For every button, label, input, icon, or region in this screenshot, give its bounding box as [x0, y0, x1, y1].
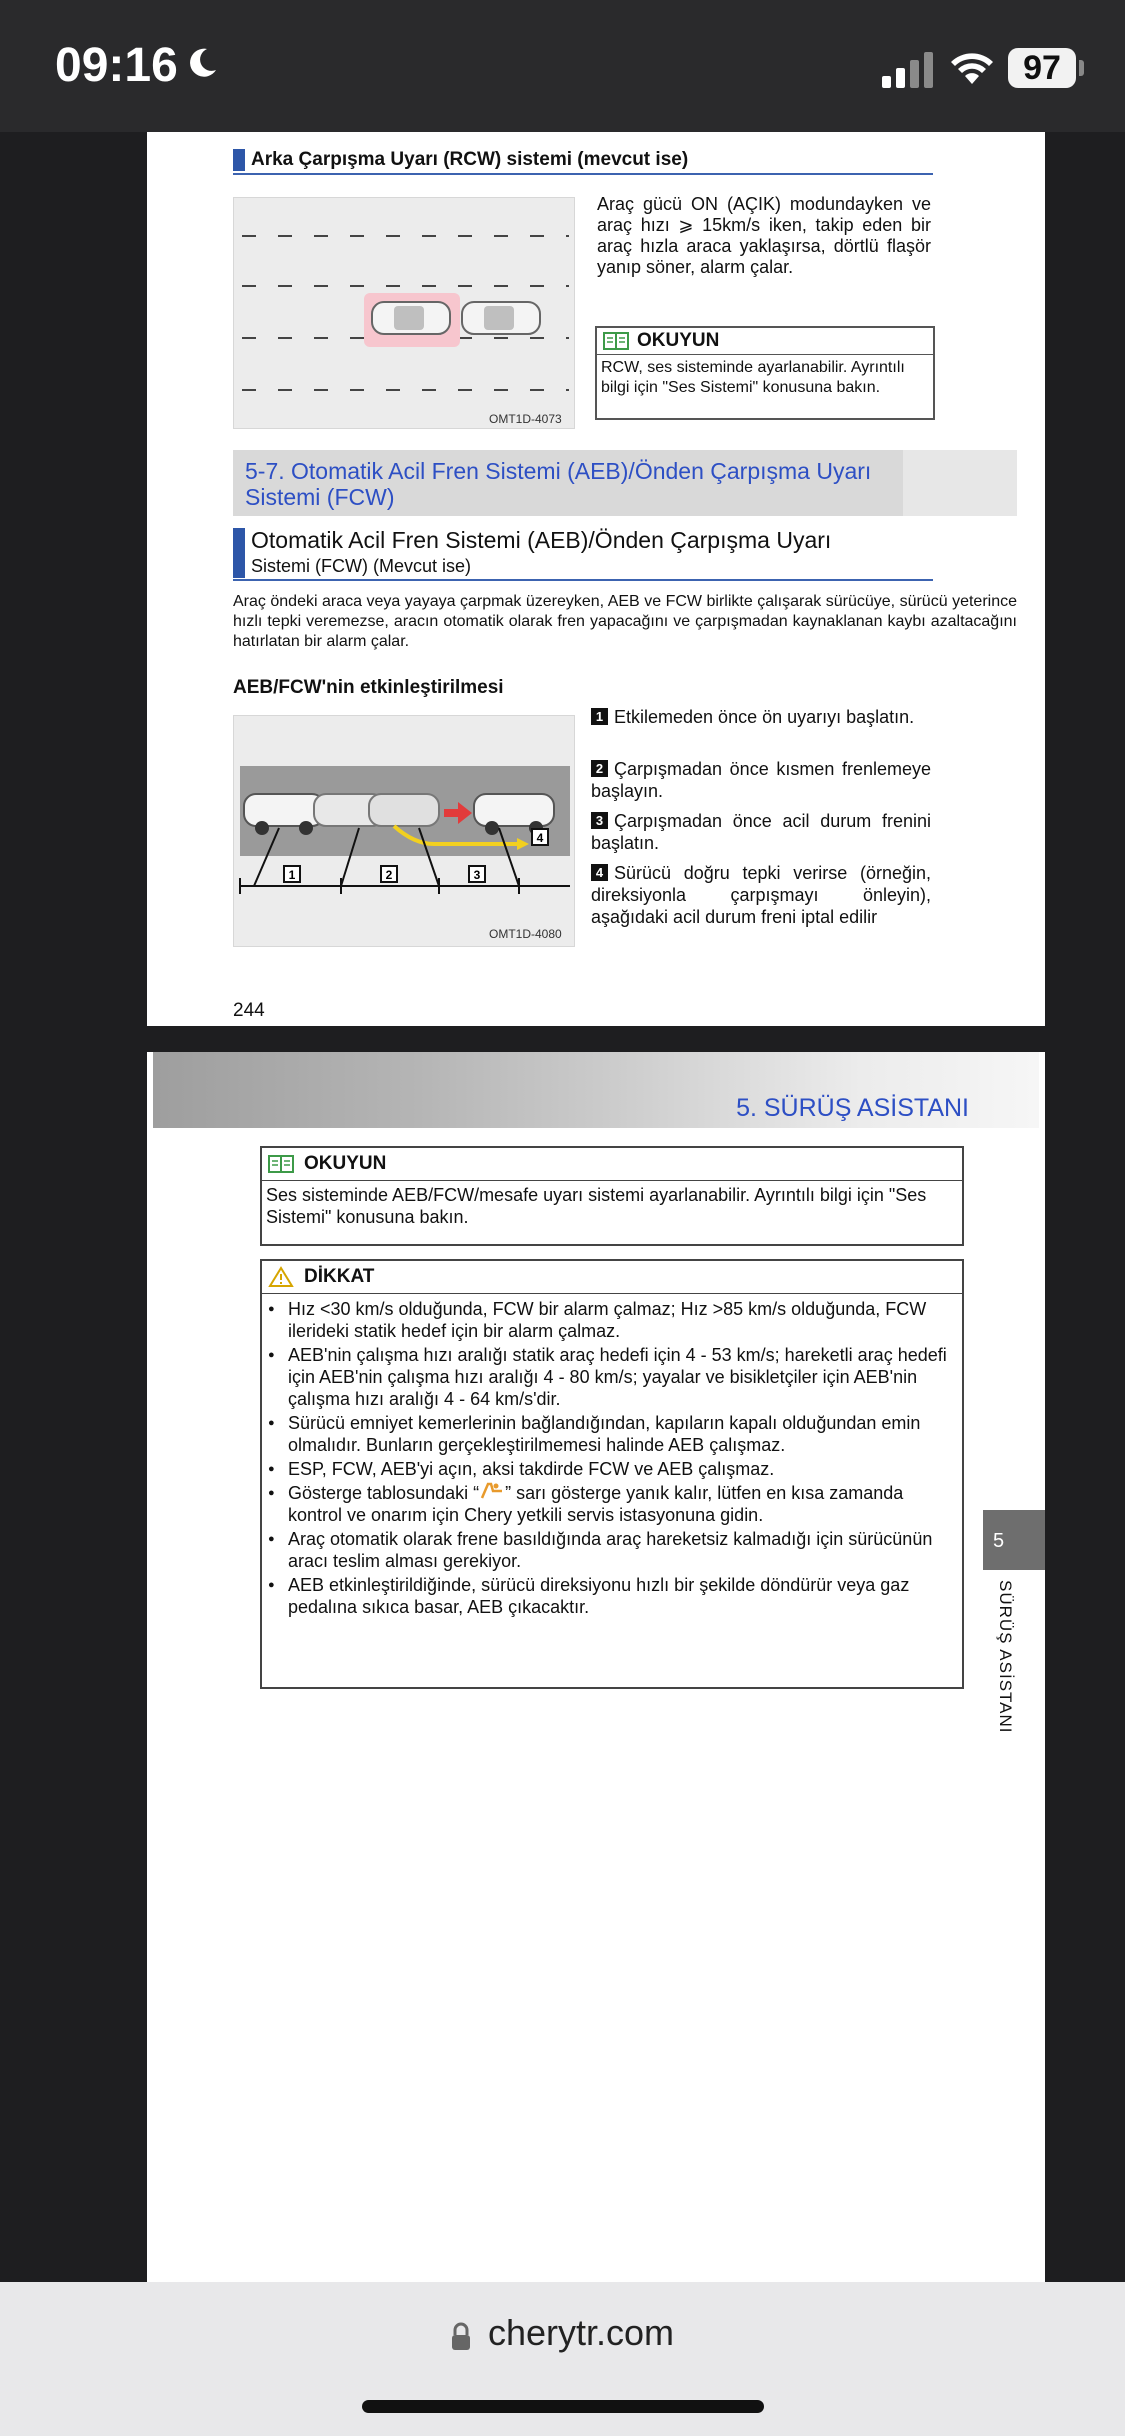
chapter-heading: 5-7. Otomatik Acil Fren Sistemi (AEB)/Önden Çarpışma Uyarı Sistemi (FCW) [245, 458, 872, 510]
diagram-label-3: 3 [473, 868, 481, 882]
step-text: Çarpışmadan önce acil durum frenini başlatın. [591, 811, 931, 853]
step-text: Çarpışmadan önce kısmen frenlemeye başlayın. [591, 759, 931, 801]
list-item: ● Araç otomatik olarak frene basıldığında araç hareketsiz kalmadığı için sürücünün aracı teslim alması gerekiyor. [268, 1528, 956, 1572]
rcw-illustration [233, 197, 575, 429]
battery-icon: 97 [1008, 48, 1076, 88]
url-text[interactable]: cherytr.com [488, 2312, 675, 2353]
step-number: 2 [591, 760, 608, 777]
subsection-marker [233, 528, 245, 578]
note-title: OKUYUN [637, 330, 720, 351]
list-item: ● ESP, FCW, AEB'yi açın, aksi takdirde FCW ve AEB çalışmaz. [268, 1458, 956, 1480]
book-icon [603, 331, 629, 351]
diagram-label-1: 1 [288, 868, 296, 882]
moon-icon [185, 46, 219, 80]
list-item [268, 1482, 956, 1526]
aeb-illustration [233, 715, 575, 947]
wifi-icon [950, 50, 994, 86]
car-icon [369, 794, 439, 826]
signal-icon [880, 52, 934, 88]
side-tab-number: 5 [993, 1530, 1005, 1552]
page-number: 244 [233, 1000, 265, 1021]
caution-box [260, 1259, 964, 1689]
book-icon [268, 1154, 294, 1174]
step-text: Sürücü doğru tepki verirse (örneğin, direksiyonla çarpışmayı önleyin), aşağıdaki acil durum freni iptal edilir [591, 863, 931, 927]
image-caption: OMT1D-4073 [489, 412, 562, 426]
note-header [262, 1148, 962, 1181]
side-tab-label: SÜRÜŞ ASİSTANI [996, 1580, 1015, 1734]
chapter-heading-band [233, 450, 1017, 516]
step-number: 4 [591, 864, 608, 881]
diagram-label-4: 4 [536, 831, 544, 845]
rcw-diagram [234, 198, 574, 428]
battery-nub [1079, 60, 1084, 76]
aeb-diagram [234, 716, 574, 946]
aeb-intro: Araç öndeki araca veya yayaya çarpmak üzereyken, AEB ve FCW birlikte çalışarak sürücüye, sürücü yeterince hızlı tepki veremezse, aracın otomatik olarak fren yapacağını ve çarpışmadan kaynaklanan kaybı azaltacağını hatırlatan bir alarm çalar. [233, 593, 1017, 650]
activation-title: AEB/FCW'nin etkinleştirilmesi [233, 677, 504, 698]
lock-icon [450, 2322, 472, 2352]
step-item [591, 758, 931, 802]
diagram-label-2: 2 [385, 868, 393, 882]
car-icon [462, 302, 540, 334]
step-item [591, 810, 931, 854]
step-item [591, 862, 931, 928]
list-item: ● AEB'nin çalışma hızı aralığı statik araç hedefi için 4 - 53 km/s; hareketli araç hedefi için AEB'nin çalışma hızı aralığı 4 - 80 km/s; yayalar ve bisikletçiler için AEB'nin çalışma hızı aralığı 4 - 64 km/s'dir. [268, 1344, 956, 1410]
title-underline [233, 173, 933, 175]
chapter-side-tab [983, 1510, 1045, 1570]
step-number: 3 [591, 812, 608, 829]
browser-address-bar[interactable] [0, 2282, 1125, 2436]
car-icon [372, 302, 450, 334]
warning-icon [268, 1266, 294, 1288]
subtitle-underline [233, 579, 933, 581]
list-item: ● Sürücü emniyet kemerlerinin bağlandığından, kapıların kapalı olduğundan emin olmalıdır. Bunların gerçekleştirilmemesi halinde AEB çalışmaz. [268, 1412, 956, 1456]
section-marker [233, 149, 245, 171]
list-item: ● Hız <30 km/s olduğunda, FCW bir alarm çalmaz; Hız >85 km/s olduğunda, FCW ilerideki statik hedef için bir alarm çalmaz. [268, 1298, 956, 1342]
manual-page-244 [147, 132, 1045, 1026]
clock: 09:16 [55, 39, 178, 92]
caution-title: DİKKAT [304, 1266, 375, 1287]
gauge-text-before: Gösterge tablosundaki “ [288, 1483, 480, 1503]
subsection-title: Otomatik Acil Fren Sistemi (AEB)/Önden Çarpışma Uyarı [251, 527, 832, 553]
chapter-header-title: 5. SÜRÜŞ ASİSTANI [736, 1094, 969, 1122]
caution-list [262, 1294, 962, 1624]
rcw-section-title: Arka Çarpışma Uyarı (RCW) sistemi (mevcut ise) [251, 149, 689, 170]
rcw-description: Araç gücü ON (AÇIK) modundayken ve araç hızı ⩾ 15km/s iken, takip eden bir araç hızla araca yaklaşırsa, dörtlü flaşör yanıp söner, alarm çalar. [597, 194, 931, 277]
step-text: Etkilemeden önce ön uyarıyı başlatın. [614, 707, 915, 727]
step-number: 1 [591, 708, 608, 725]
subsection-subtitle: Sistemi (FCW) (Mevcut ise) [251, 556, 471, 576]
image-caption: OMT1D-4080 [489, 927, 562, 941]
home-indicator[interactable] [362, 2400, 764, 2413]
list-item: ● AEB etkinleştirildiğinde, sürücü direksiyonu hızlı bir şekilde döndürür veya gaz pedalına sıkıca basar, AEB çıkacaktır. [268, 1574, 956, 1618]
gauge-text-after: ” sarı gösterge yanık kalır, lütfen en kısa zamanda kontrol ve onarım için Chery yetkili servis istasyonuna gidin. [288, 1483, 904, 1525]
chapter-header-band [153, 1052, 1039, 1128]
note-text: RCW, ses sisteminde ayarlanabilir. Ayrıntılı bilgi için "Ses Sistemi" konusuna bakın. [601, 359, 905, 396]
note-header [597, 328, 933, 355]
status-bar [0, 0, 1125, 132]
rcw-read-note [595, 326, 935, 420]
aeb-warning-lamp-icon [479, 1482, 505, 1500]
caution-header [262, 1261, 962, 1294]
note-text: Ses sisteminde AEB/FCW/mesafe uyarı sistemi ayarlanabilir. Ayrıntılı bilgi için "Ses Sistemi" konusuna bakın. [266, 1185, 927, 1227]
read-note-box [260, 1146, 964, 1246]
manual-page-245 [147, 1052, 1045, 2282]
step-item [591, 706, 931, 728]
note-title: OKUYUN [304, 1153, 387, 1174]
